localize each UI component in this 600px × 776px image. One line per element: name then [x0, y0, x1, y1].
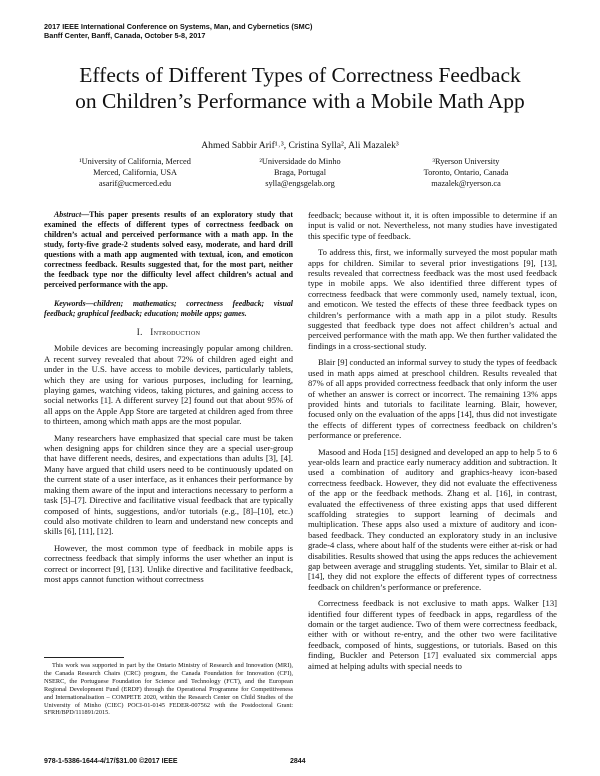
body-paragraph: Masood and Hoda [15] designed and developed an app to help 5 to 6 year-olds learn and practice early numeracy addition and subtraction. It used a combination of auditory and graphics-heavy icon-based correctness feedback. However, they did not evaluate the effectiveness of the app or the feedback methods. Zhang et al. [16], in contrast, evaluated the effectiveness of three existing apps that used different scaffolding strategies to support learning of decimals and multiplication. These apps also used a mixture of auditory and icon-based feedback. They conducted an exploratory study in an inclusive grade-4 class, where about half of the students were either at-risk or had disabilities. Results showed that using the apps reduces the achievement gap between average and struggling students. Yet, similar to Blair et al. [14], they did not explore the effects of different types of correctness feedback on children’s performance or preference.: [308, 446, 557, 592]
affiliation-1: [50, 156, 220, 189]
section-title: Introduction: [150, 327, 201, 337]
isbn-copyright: 978-1-5386-1644-4/17/$31.00 ©2017 IEEE: [44, 758, 178, 765]
body-paragraph: To address this, first, we informally surveyed the most popular math apps for children. Similar to several prior investigations [9], [13], results revealed that correctness feedback was the most used feedback type in mobile apps. We also identified three different types of correctness feedback that were commonly used, namely textual, icon, and emoticon. We tested the effects of these three feedback types on children’s performance with a math app in a pilot study. Results suggested that feedback type does not affect children’s actual and perceived performance with the math app. We then further validated the findings in a cross-sectional study.: [308, 247, 557, 351]
body-paragraph: Blair [9] conducted an informal survey to study the types of feedback used in math apps aimed at preschool children. Results revealed that 87% of all apps provided correctness feedback that only inform the user of whether an answer is correct or incorrect. The remaining 13% apps provided hints and tutorials to facilitate learning. Blair, however, focused only on the evaluation of the apps [14], thus did not investigate the effects of different types of correctness feedback on children’s performance or preference.: [308, 357, 557, 441]
affiliation-email: mazalek@ryerson.ca: [431, 179, 501, 188]
affiliation-2: [215, 156, 385, 189]
affiliation-location: Braga, Portugal: [273, 168, 327, 177]
section-heading-introduction: [44, 327, 293, 337]
affiliation-location: Toronto, Ontario, Canada: [423, 168, 509, 177]
affiliation-3: [381, 156, 551, 189]
affiliation-institution: ¹University of California, Merced: [79, 157, 191, 166]
left-column: [44, 210, 293, 584]
keywords: [44, 299, 293, 319]
keywords-label: Keywords: [54, 299, 86, 308]
section-number: I.: [136, 327, 143, 337]
right-column: [308, 210, 557, 671]
affiliation-email: asarif@ucmerced.edu: [98, 179, 172, 188]
author-list: Ahmed Sabbir Arif¹˒³, Cristina Sylla², Ali Mazalek³: [201, 140, 399, 151]
affiliation-email: sylla@engsgelab.org: [265, 179, 335, 188]
conference-line-2: Banff Center, Banff, Canada, October 5-8, 2017: [44, 31, 206, 40]
body-paragraph: feedback; because without it, it is often impossible to determine if an input is valid or not. Nevertheless, not many studies have investigated this specific type of feedback.: [308, 210, 557, 241]
abstract: [44, 210, 293, 290]
footnote-divider: [44, 657, 124, 658]
title-line-2: on Children’s Performance with a Mobile Math App: [75, 89, 525, 113]
body-paragraph: However, the most common type of feedback in mobile apps is correctness feedback that simply informs the user whether an input is correct or incorrect [9], [13]. Unlike directive and facilitative feedback, most apps cannot function without correctness: [44, 542, 293, 584]
affiliation-location: Merced, California, USA: [93, 168, 177, 177]
keywords-text: —children; mathematics; correctness feedback; visual feedback; graphical feedback; education; mobile apps; games.: [44, 299, 293, 318]
affiliation-institution: ³Ryerson University: [432, 157, 500, 166]
abstract-label: Abstract: [54, 210, 82, 219]
funding-footnote: This work was supported in part by the Ontario Ministry of Research and Innovation (MRI), the Canada Research Chairs (CRC) program, the Canada Foundation for Innovation (CFI), NSERC, the Portuguese Foundation for Science and Technology (FCT), and the European Regional Development Fund (ERDF) through the Operational Programme for Competitiveness and Internationalisation – COMPETE 2020, within the Research Center on Child Studies of the University of Minho (CIEC) POCI-01-0145 FEDER-007562 with the Postdoctoral Grant: SFRH/BPD/111891/2015.: [44, 662, 293, 717]
affiliation-institution: ²Universidade do Minho: [259, 157, 341, 166]
body-paragraph: Correctness feedback is not exclusive to math apps. Walker [13] identified four different types of feedback in apps, regardless of the domain or the target audience. Two of them were correctness feedback, either with or without re-entry, and the other two were facilitative feedback, composed of hints, suggestions, or tutorials. Based on this finding, Buckler and Peterson [17] evaluated six commercial apps aimed at helping adults with special needs to: [308, 598, 557, 671]
page-number: 2844: [290, 758, 306, 765]
body-paragraph: Many researchers have emphasized that special care must be taken when designing apps for children since they are a special user-group that have different needs, desires, and expectations than adults [3], [4]. Many have argued that child users need to be continuously updated on the current state of a user interface, as it enhances their performance by making them aware of the input and interactions necessary to perform a task [5]–[7]. Directive and facilitative visual feedback that are typically composed of hints, suggestions, and/or tutorials (e.g., [8]–[10], etc.) could also motivate children to learn and understand new concepts and skills [6], [11], [12].: [44, 432, 293, 537]
paper-title: [30, 62, 570, 114]
conference-line-1: 2017 IEEE International Conference on Systems, Man, and Cybernetics (SMC): [44, 22, 313, 31]
body-paragraph: Mobile devices are becoming increasingly popular among children. A recent survey revealed that about 72% of children aged eight and under in the U.S. have access to mobile devices, particularly tablets, which they are using for various purposes, including for learning, playing games, watching videos, taking pictures, and gaining access to social networks [1]. A different survey [2] found out that about 95% of all apps on the Apple App Store are targeted at children aged from three to thirteen, among which math apps are the most popular.: [44, 343, 293, 427]
title-line-1: Effects of Different Types of Correctness Feedback: [79, 63, 521, 87]
abstract-text: —This paper presents results of an exploratory study that examined the effects of different types of correctness feedback on children’s actual and perceived performance with a math app. In the study, forty-five grade-2 students solved easy, moderate, and hard drill questions with a math app augmented with textual, icon, and emoticon correctness feedback. Results suggested that, for the most part, neither the feedback type nor the difficulty level affect children’s actual and perceived performance with the app.: [44, 210, 293, 289]
conference-header: [44, 22, 312, 40]
